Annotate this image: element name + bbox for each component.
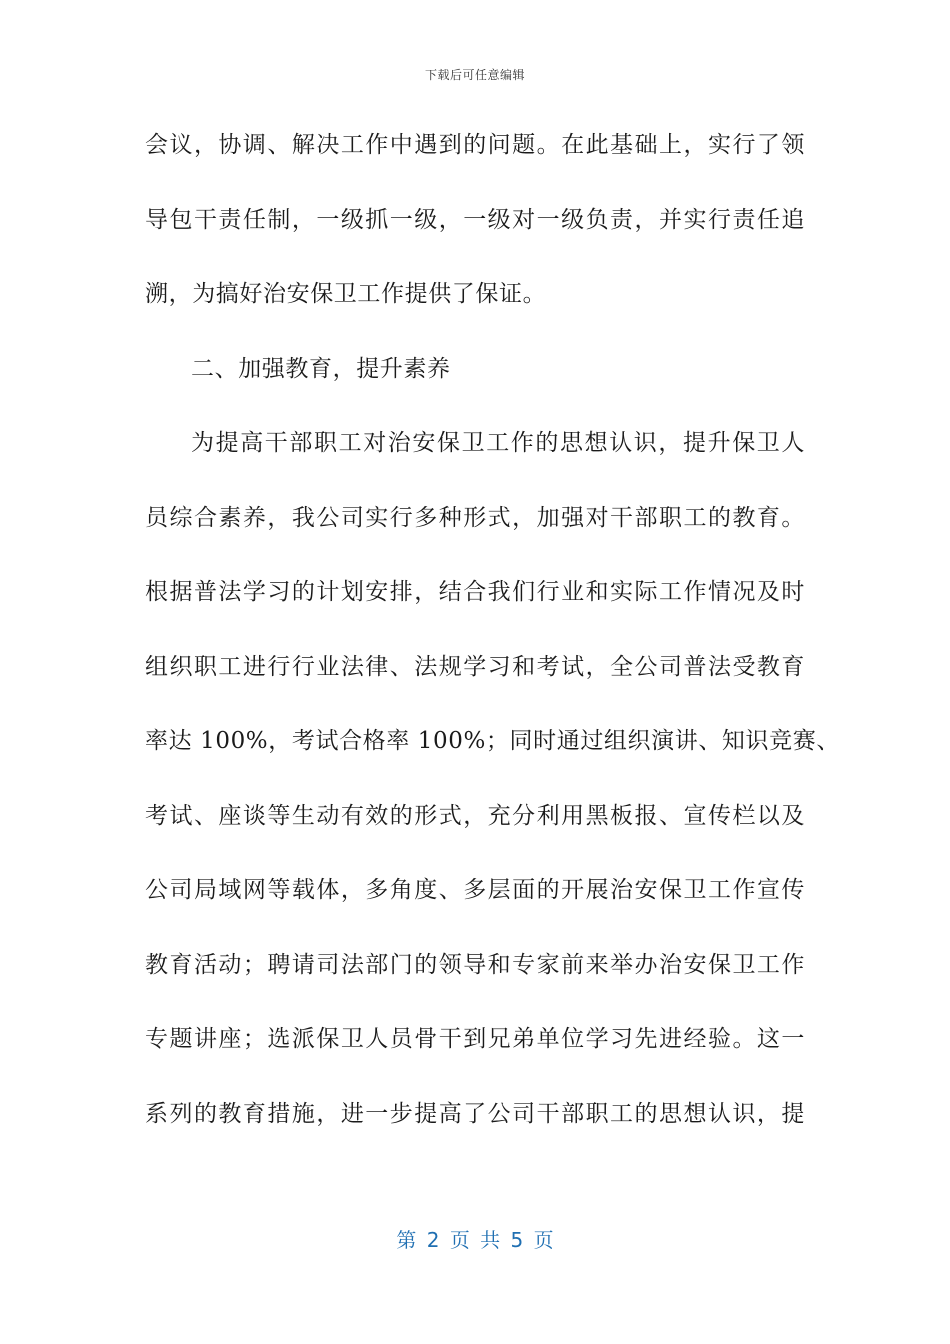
text-line: 教育活动；聘请司法部门的领导和专家前来举办治安保卫工作 [145,951,805,978]
text-line: 组织职工进行行业法律、法规学习和考试，全公司普法受教育 [145,653,805,680]
section-heading: 二、加强教育，提升素养 [191,355,451,382]
text-line: 导包干责任制，一级抓一级，一级对一级负责，并实行责任追 [145,206,805,233]
text-line: 考试、座谈等生动有效的形式，充分利用黑板报、宣传栏以及 [145,802,805,829]
text-line: 系列的教育措施，进一步提高了公司干部职工的思想认识，提 [145,1100,805,1127]
text-line: 员综合素养，我公司实行多种形式，加强对干部职工的教育。 [145,504,805,531]
text-line: 根据普法学习的计划安排，结合我们行业和实际工作情况及时 [145,579,805,605]
page-number: 第 2 页 共 5 页 [396,1228,554,1252]
text-line: 溯，为搞好治安保卫工作提供了保证。 [145,281,547,307]
text-line: 为提高干部职工对治安保卫工作的思想认识，提升保卫人 [191,430,805,456]
text-line: 率达 100%，考试合格率 100%；同时通过组织演讲、知识竞赛、 [145,728,840,754]
page-header-note: 下载后可任意编辑 [424,68,525,82]
document-body [145,122,840,1165]
text-line: 专题讲座；选派保卫人员骨干到兄弟单位学习先进经验。这一 [145,1026,805,1052]
text-line: 公司局域网等载体，多角度、多层面的开展治安保卫工作宣传 [145,877,805,903]
text-line: 会议，协调、解决工作中遇到的问题。在此基础上，实行了领 [145,132,805,158]
